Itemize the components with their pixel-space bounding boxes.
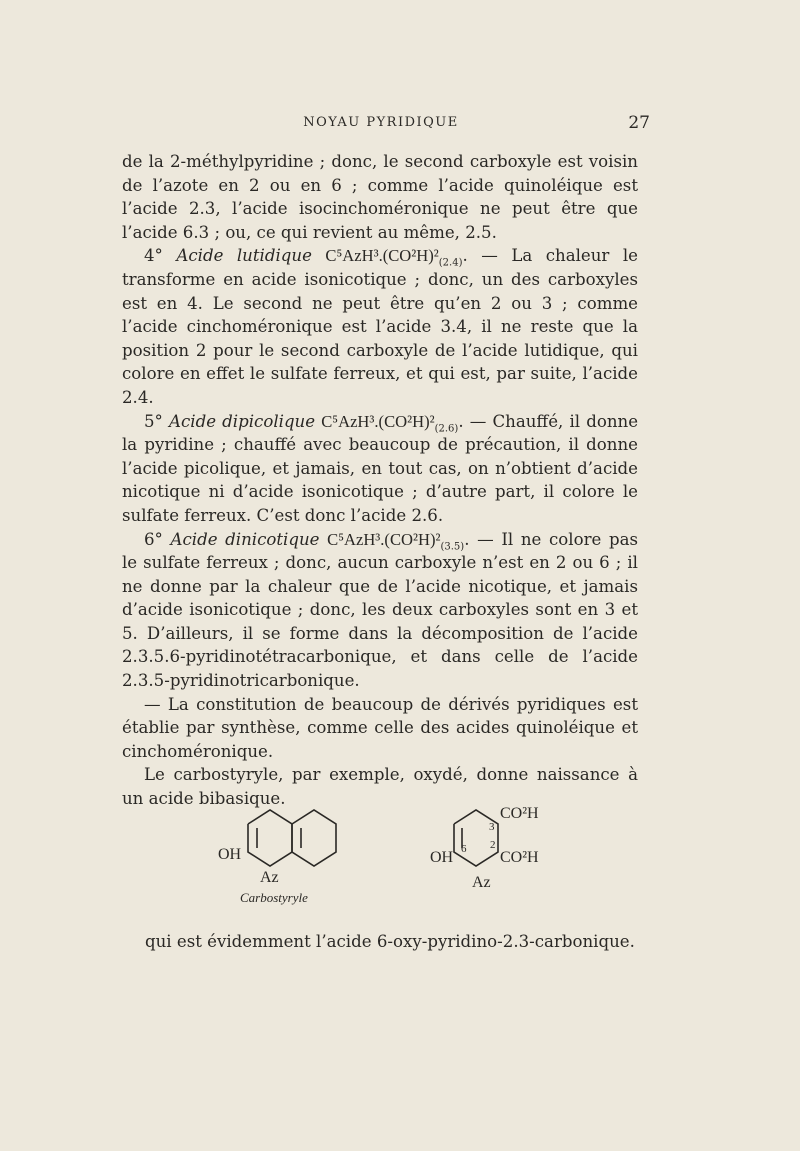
position-2: 2 [490,839,496,851]
acid-formula: C⁵AzH³.(CO²H)² [325,246,439,266]
co2h-top-label: CO²H [500,805,539,822]
formula-positions: (2.4) [438,257,463,269]
page-number: 27 [628,113,650,133]
acid-name: Acide dipicolique [169,411,316,431]
item-number: 4° [144,246,163,266]
co2h-bottom-label: CO²H [500,849,539,866]
acid-structure [454,810,498,866]
item-number: 6° [144,529,163,549]
oh-label: OH [218,846,242,863]
paragraph-dinicotique [122,528,638,693]
page-header [122,113,650,135]
formula-positions: (3.5) [440,540,465,552]
formula-positions: (2.6) [434,422,459,434]
paragraph-1: de la 2-méthylpyridine ; donc, le second carboxyle est voisin de l’azote en 2 ou en 6 ; comme l’acide quinoléique est l’acide 2.3, l’acide isocinchoméronique ne peut être que l’acide 6.3 ; ou, ce qui revient au même, 2.5. [122,152,638,242]
acid-formula: C⁵AzH³.(CO²H)² [327,529,441,549]
acid-formula: C⁵AzH³.(CO²H)² [321,411,435,431]
paragraph-text: . — Chauffé, il donne la pyridine ; chauffé avec beaucoup de précaution, il donne l’acide picolique, et jamais, en tout cas, on n’obtient d’acide nicotique ni d’acide isonicotique ; d’autre part, il colore le sulfate ferreux. C’est donc l’acide 2.6. [122,411,639,525]
paragraph-dipicolique [122,410,638,528]
figure-caption: Carbostyryle [240,890,308,905]
paragraph-lutidique [122,244,638,409]
paragraph-text: . — La chaleur le transforme en acide isonicotique ; donc, un des carboxyles est en 4. Le second ne peut être qu’en 2 ou 3 ; comme l’acide cinchoméronique est l’acide 3.4, il ne reste que la position 2 pour le second carboxyle de l’acide lutidique, qui colore en effet le sulfate ferreux, et qui est, par suite, l’acide 2.4. [122,246,638,407]
left-ring-bonds [248,810,292,866]
oh-label: OH [430,849,454,866]
running-title: NOYAU PYRIDIQUE [303,115,459,130]
paragraph-synthese: — La constitution de beaucoup de dérivés pyridiques est établie par synthèse, comme celle des acides quinoléique et cinchoméronique. [122,694,638,761]
item-number: 5° [144,411,163,431]
acid-name: Acide lutidique [176,246,312,266]
structural-formulas [200,782,600,917]
right-ring-bonds [292,810,336,866]
position-3: 3 [489,821,495,833]
body-text [122,150,638,811]
closing-line: qui est évidemment l’acide 6-oxy-pyridino-2.3-carbonique. [145,932,635,951]
position-6: 6 [461,843,467,855]
paragraph-carbostyryle: Le carbostyryle, par exemple, oxydé, donne naissance à un acide bibasique. [122,765,638,809]
pyridine-ring-bonds [454,810,498,866]
carbostyryle-structure [248,810,336,866]
paragraph-text: . — Il ne colore pas le sulfate ferreux ; donc, aucun carboxyle n’est en 2 ou 6 ; il ne donne par la chaleur que de l’acide nicotique, et jamais d’acide isonicotique ; donc, les deux carboxyles sont en 3 et 5. D’ailleurs, il se forme dans la décomposition de l’acide 2.3.5.6-pyridinotétracarbonique, et dans celle de l’acide 2.3.5-pyridinotricarbonique. [122,529,638,691]
acid-name: Acide dinicotique [170,529,320,549]
az-label: Az [260,869,279,886]
az-label: Az [472,874,491,891]
